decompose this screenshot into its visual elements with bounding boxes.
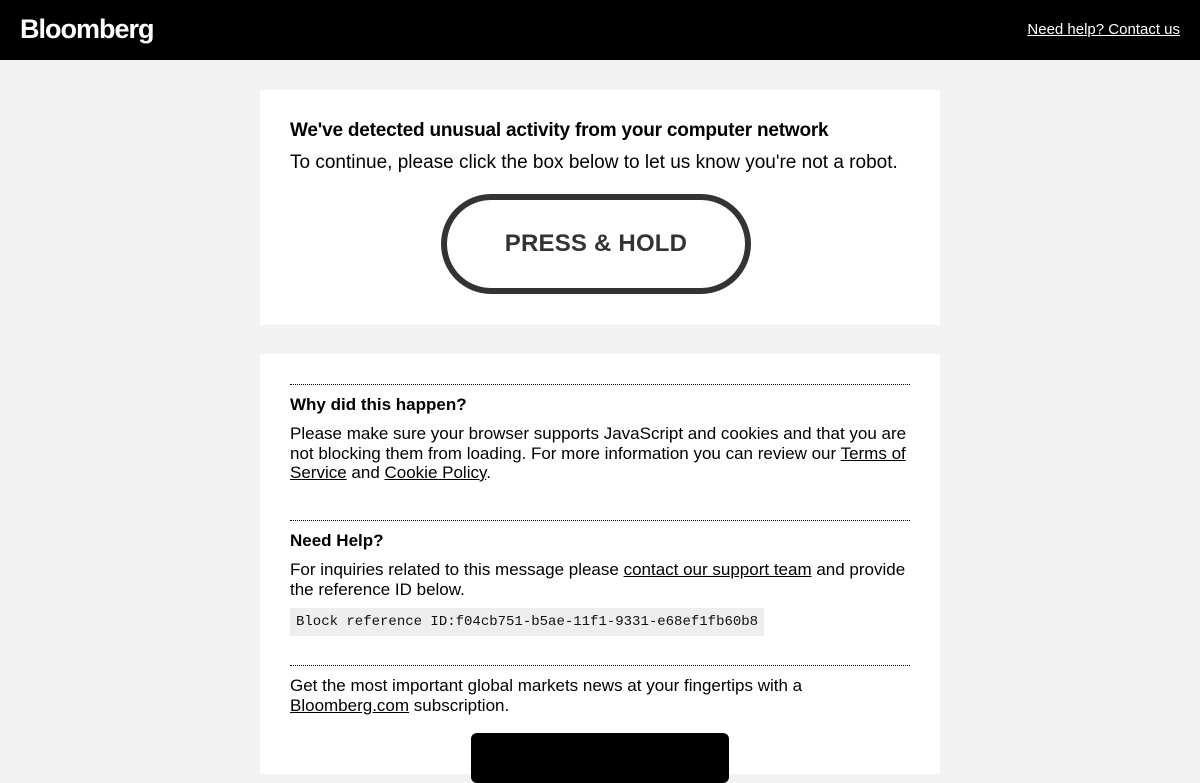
help-body	[290, 560, 910, 599]
promo-body	[290, 676, 910, 715]
subscribe-button[interactable]	[471, 733, 729, 783]
bloomberg-logo[interactable]: Bloomberg	[20, 14, 154, 44]
contact-help-link[interactable]: Need help? Contact us	[1027, 21, 1180, 38]
promo-section	[290, 665, 910, 715]
help-section	[290, 520, 910, 636]
help-text-1: For inquiries related to this message please	[290, 560, 624, 579]
why-body	[290, 424, 910, 483]
press-and-hold-button[interactable]	[441, 194, 751, 294]
promo-text-1: Get the most important global markets news at your fingertips with a	[290, 676, 803, 695]
contact-support-link[interactable]: contact our support team	[623, 560, 812, 579]
captcha-headline: We've detected unusual activity from your computer network	[290, 120, 829, 141]
why-text-2: and	[346, 463, 385, 482]
why-text-3: .	[486, 463, 491, 482]
bloomberg-com-link[interactable]: Bloomberg.com	[290, 695, 410, 715]
press-and-hold-label: PRESS & HOLD	[504, 230, 688, 257]
promo-text-2: subscription.	[409, 695, 510, 715]
terms-of-service-link[interactable]: Terms of Service	[290, 443, 906, 482]
captcha-card	[260, 90, 940, 325]
why-title: Why did this happen?	[290, 395, 467, 414]
help-text-2: and provide the reference ID below.	[290, 560, 906, 599]
why-section	[290, 384, 910, 483]
top-bar	[0, 0, 1200, 60]
captcha-instruction: To continue, please click the box below to let us know you're not a robot.	[290, 152, 898, 173]
info-card	[260, 354, 940, 774]
block-reference-id: Block reference ID:f04cb751-b5ae-11f1-9331-e68ef1fb60b8	[290, 608, 764, 636]
cookie-policy-link[interactable]: Cookie Policy	[384, 463, 487, 482]
help-title: Need Help?	[290, 531, 384, 550]
why-text-1: Please make sure your browser supports JavaScript and cookies and that you are not blocking them from loading. For more information you can review our	[290, 424, 907, 463]
